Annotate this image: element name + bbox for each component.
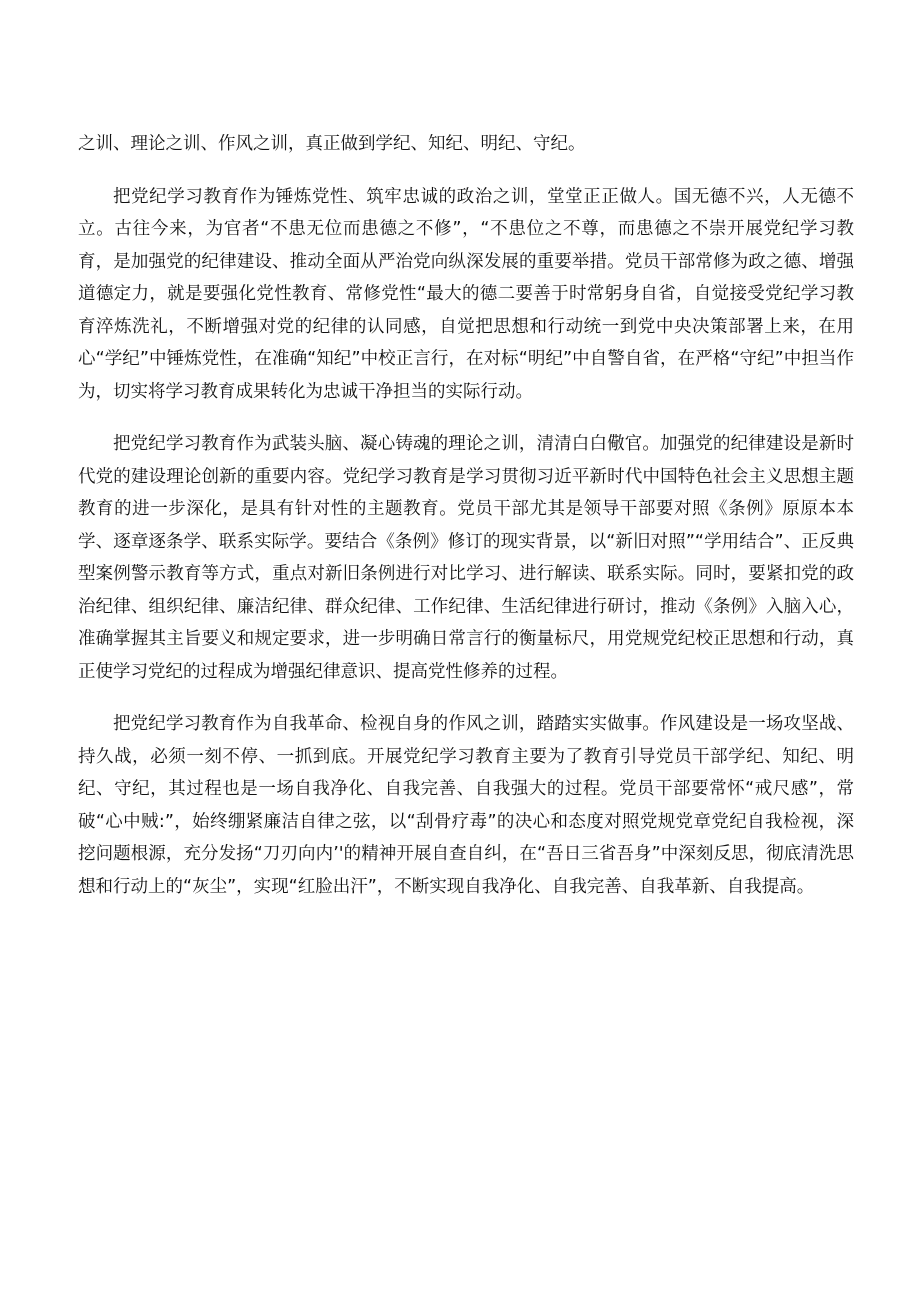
paragraph-theory-training: 把党纪学习教育作为武装头脑、凝心铸魂的理论之训，清清白白儆官。加强党的纪律建设是新时代党的建设理论创新的重要内容。党纪学习教育是学习贯彻习近平新时代中国特色社会主义思想主题教育的进一步深化，是具有针对性的主题教育。党员干部尤其是领导干部要对照《条例》原原本本学、逐章逐条学、联系实际学。要结合《条例》修订的现实背景，以“新旧对照”“学用结合”、正反典型案例警示教育等方式，重点对新旧条例进行对比学习、进行解读、联系实际。同时，要紧扣党的政治纪律、组织纪律、廉洁纪律、群众纪律、工作纪律、生活纪律进行研讨，推动《条例》入脑入心，准确掌握其主旨要义和规定要求，进一步明确日常言行的衡量标尺，用党规党纪校正思想和行动，真正使学习党纪的过程成为增强纪律意识、提高党性修养的过程。	[78, 434, 854, 682]
document-body	[78, 128, 854, 923]
paragraph-continuation: 之训、理论之训、作风之训，真正做到学纪、知纪、明纪、守纪。	[78, 134, 586, 154]
paragraph-style-training: 把党纪学习教育作为自我革命、检视自身的作风之训，踏踏实实做事。作风建设是一场攻坚战、持久战，必须一刻不停、一抓到底。开展党纪学习教育主要为了教育引导党员干部学纪、知纪、明纪、守纪，其过程也是一场自我净化、自我完善、自我强大的过程。党员干部要常怀“戒尺感”，常破“心中贼:”，始终绷紧廉洁自律之弦，以“刮骨疗毒”的决心和态度对照党规党章党纪自我检视，深挖问题根源，充分发扬“刀刃向内’'的精神开展自查自纠，在“吾日三省吾身”中深刻反思，彻底清洗思想和行动上的“灰尘”，实现“红脸出汗”，不断实现自我净化、自我完善、自我革新、自我提高。	[78, 714, 854, 897]
paragraph-political-training: 把党纪学习教育作为锤炼党性、筑牢忠诚的政治之训，堂堂正正做人。国无德不兴，人无德不立。古往今来，为官者“不患无位而患德之不修”，“不患位之不尊，而患德之不崇开展党纪学习教育，是加强党的纪律建设、推动全面从严治党向纵深发展的重要举措。党员干部常修为政之德、增强道德定力，就是要强化党性教育、常修党性“最大的德二要善于时常躬身自省，自觉接受党纪学习教育淬炼洗礼，不断增强对党的纪律的认同感，自觉把思想和行动统一到党中央决策部署上来，在用心“学纪”中锤炼党性，在准确“知纪”中校正言行，在对标“明纪”中自警自省，在严格“守纪”中担当作为，切实将学习教育成果转化为忠诚干净担当的实际行动。	[78, 186, 854, 402]
